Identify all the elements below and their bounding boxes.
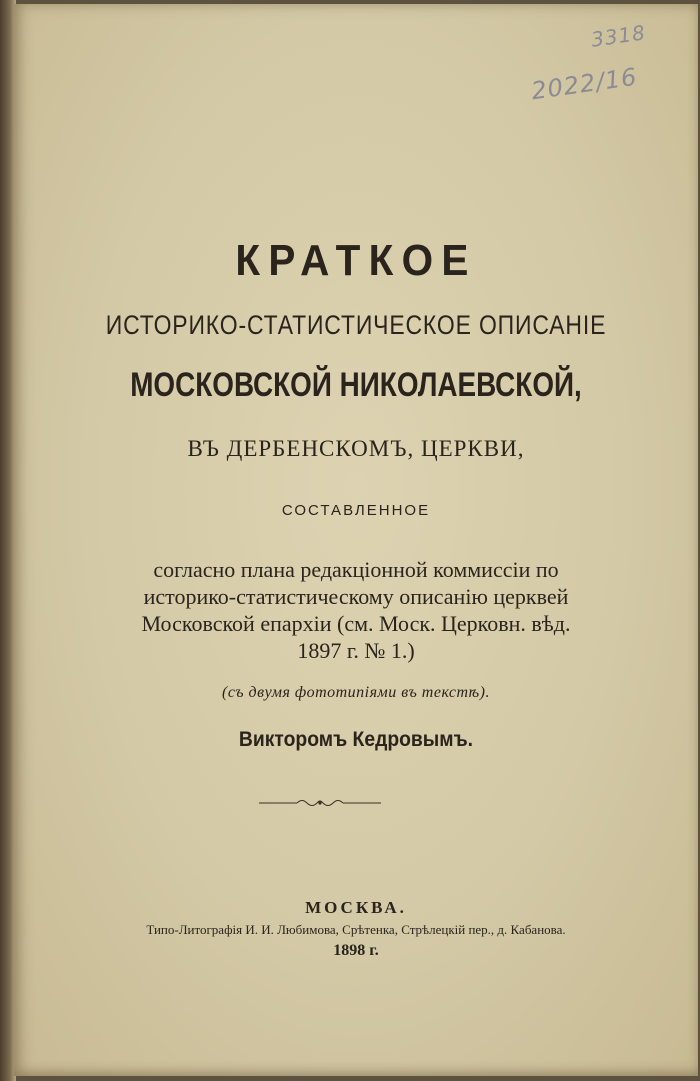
photos-note: (съ двумя фототипiями въ текстѣ). — [222, 684, 490, 701]
catalog-number-annotation: 2022/16 — [529, 62, 640, 106]
subtitle-line-1: ИСТОРИКО-СТАТИСТИЧЕСКОЕ ОПИСАНIЕ — [105, 310, 607, 340]
book-title: КРАТКОЕ — [235, 236, 477, 285]
author-name: Викторомъ Кедровымъ. — [238, 728, 474, 751]
publication-year: 1898 г. — [333, 942, 379, 959]
subtitle-line-3: ВЪ ДЕРБЕНСКОМЪ, ЦЕРКВИ, — [187, 436, 525, 461]
description-line: 1897 г. № 1.) — [297, 638, 415, 663]
title-page — [14, 4, 698, 1076]
description-line: Московской епархiи (см. Моск. Церковн. вѣд. — [141, 611, 571, 636]
description-block — [14, 556, 698, 664]
composed-label: СОСТАВЛЕННОЕ — [281, 502, 431, 519]
printer-info: Типо-Литографiя И. И. Любимова, Срѣтенка, Стрѣлецкiй пер., д. Кабанова. — [146, 922, 566, 937]
description-line: историко-статистическому описанiю церквей — [143, 584, 569, 609]
archive-number-annotation: 3318 — [589, 20, 648, 52]
publication-city: МОСКВА. — [305, 898, 407, 917]
subtitle-line-2: МОСКОВСКОЙ НИКОЛАЕВСКОЙ, — [130, 366, 582, 404]
description-line: согласно плана редакцiонной коммиссiи по — [153, 557, 559, 582]
ornament-divider — [259, 796, 381, 810]
